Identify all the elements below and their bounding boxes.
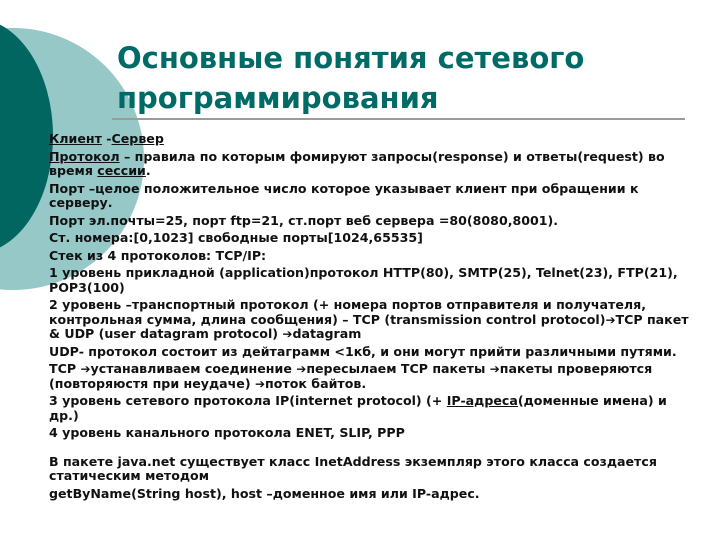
paragraph-client-server: Клиент -Сервер [49, 131, 164, 146]
paragraph-port-numbers: Порт эл.почты=25, порт ftp=21, ст.порт веб сервера =80(8080,8001). [49, 212, 559, 228]
arrow-right-icon: ➔ [489, 362, 500, 376]
paragraph-level-3: 3 уровень сетевого протокола IP(internet protocol) (+ IP-адреса(доменные имена) и др.) [49, 393, 667, 423]
paragraph-level-1: 1 уровень прикладной (application)протокол HTTP(80), SMTP(25), Telnet(23), FTP(21), POP3(100) [49, 265, 678, 295]
paragraph-stack: Стек из 4 протоколов: TCP/IP: [49, 247, 267, 263]
arrow-right-icon: ➔ [296, 362, 307, 376]
paragraph-port: Порт –целое положительное число которое указывает клиент при обращении к серверу. [49, 180, 639, 210]
term-session: сессии [97, 163, 146, 178]
slide-title: Основные понятия сетевого программирования [117, 41, 585, 115]
term-ip-address: IP-адреса [446, 393, 518, 408]
paragraph-tcp-flow: TCP ➔устанавливаем соединение ➔пересылаем TCP пакеты ➔пакеты проверяются (повторяюстя при неудаче) ➔поток байтов. [49, 361, 653, 391]
arrow-right-icon: ➔ [80, 362, 91, 376]
paragraph-level-4: 4 уровень канального протокола ENET, SLIP, PPP [49, 425, 405, 440]
arrow-right-icon: ➔ [282, 327, 293, 341]
slide-body [49, 132, 699, 504]
paragraph-protocol: Протокол – правила по которым фомируют запросы(response) и ответы(request) во время сессии. [49, 148, 665, 178]
arrow-right-icon: ➔ [605, 312, 616, 327]
title-divider [112, 118, 685, 120]
term-client: Клиент [49, 131, 102, 146]
paragraph-level-2: 2 уровень –транспортный протокол (+ номера портов отправителя и получателя, контрольная сумма, длина сообщения) – TCP (transmission control protocol)➔TCP пакет & UDP (user datagram protocol) ➔datagram [49, 297, 689, 341]
term-protocol: Протокол [49, 148, 120, 164]
term-server: Сервер [111, 131, 164, 146]
paragraph-udp: UDP- протокол состоит из дейтаграмм <1кб, и они могут прийти различными путями. [49, 343, 677, 359]
paragraph-getbyname: getByName(String host), host –доменное имя или IP-адрес. [49, 485, 480, 501]
arrow-right-icon: ➔ [254, 376, 266, 391]
paragraph-port-ranges: Ст. номера:[0,1023] свободные порты[1024,65535] [49, 230, 423, 245]
paragraph-java-net: В пакете java.net существует класс InetAddress экземпляр этого класса создается статическим методом [49, 453, 657, 483]
